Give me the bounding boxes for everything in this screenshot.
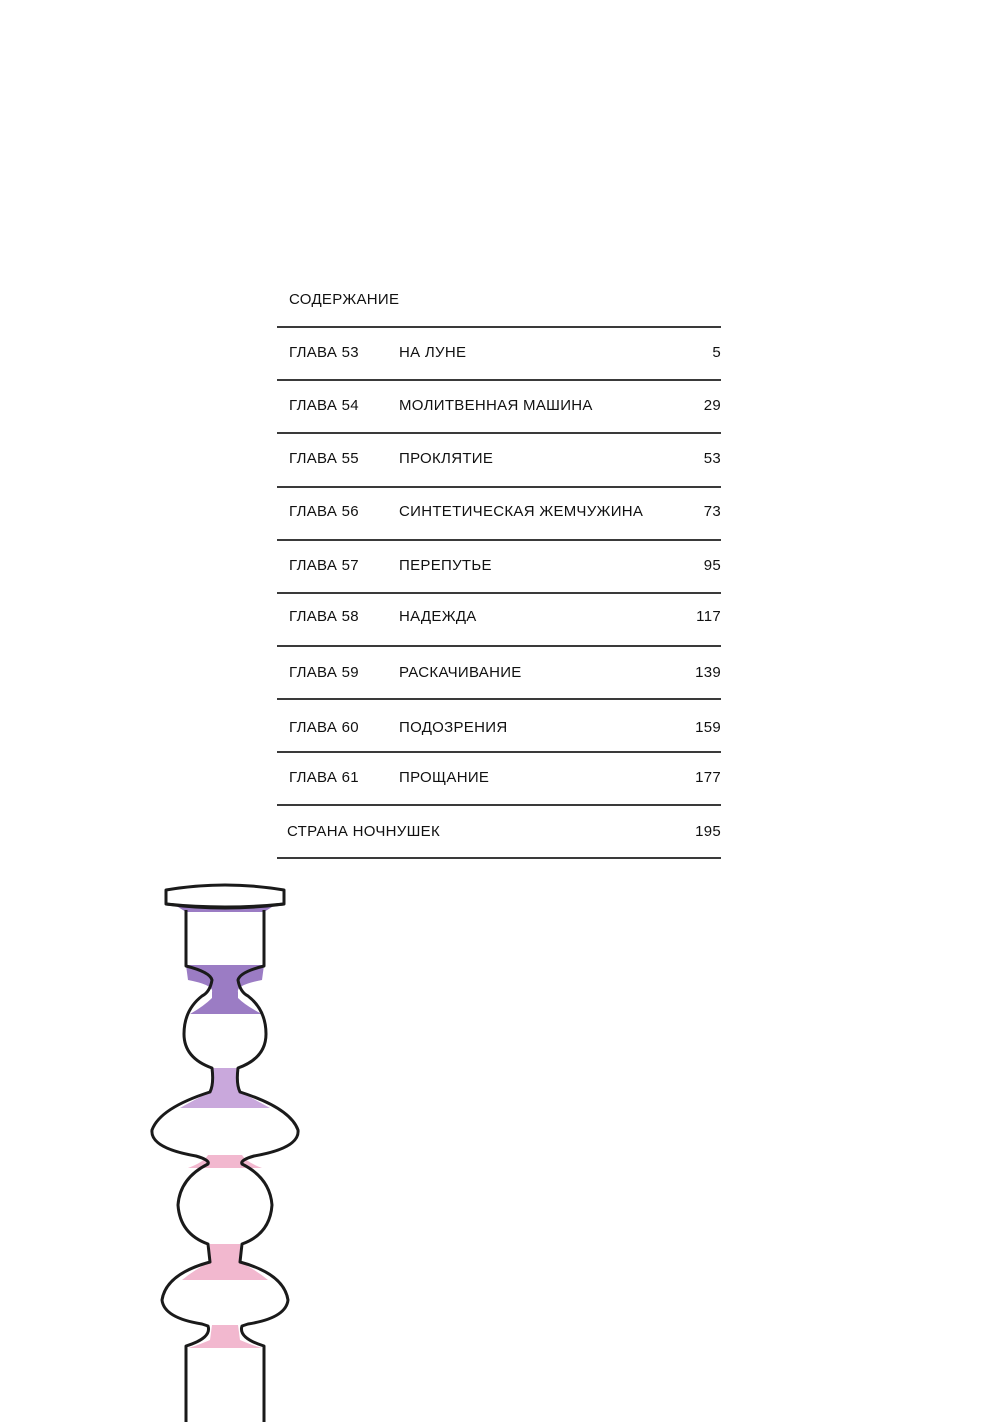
toc-divider — [277, 592, 721, 594]
toc-divider — [277, 539, 721, 541]
toc-row[interactable] — [277, 342, 721, 364]
toc-divider — [277, 379, 721, 381]
chapter-title: МОЛИТВЕННАЯ МАШИНА — [399, 397, 593, 414]
chapter-number: ГЛАВА 54 — [289, 397, 359, 414]
toc-row[interactable] — [277, 821, 721, 843]
chapter-title: НАДЕЖДА — [399, 608, 477, 625]
toc-row[interactable] — [277, 448, 721, 470]
chapter-title: РАСКАЧИВАНИЕ — [399, 664, 522, 681]
chapter-number: ГЛАВА 60 — [289, 719, 359, 736]
toc-divider — [277, 486, 721, 488]
toc-divider — [277, 432, 721, 434]
chapter-number: ГЛАВА 56 — [289, 503, 359, 520]
page-number: 5 — [712, 344, 721, 361]
page-number: 95 — [703, 557, 721, 574]
page-number: 159 — [695, 719, 721, 736]
chapter-number: ГЛАВА 59 — [289, 664, 359, 681]
toc-row[interactable] — [277, 501, 721, 523]
chapter-number: ГЛАВА 55 — [289, 450, 359, 467]
toc-divider — [277, 751, 721, 753]
chapter-title: ПЕРЕПУТЬЕ — [399, 557, 492, 574]
toc-row[interactable] — [277, 395, 721, 417]
toc-divider — [277, 804, 721, 806]
chapter-title: СИНТЕТИЧЕСКАЯ ЖЕМЧУЖИНА — [399, 503, 644, 520]
page-number: 139 — [695, 664, 721, 681]
chapter-title: ПРОЩАНИЕ — [399, 769, 490, 786]
section-title: СТРАНА НОЧНУШЕК — [287, 823, 441, 840]
candlestick-ornament-icon — [140, 875, 310, 1422]
toc-row[interactable] — [277, 662, 721, 684]
toc-divider — [277, 326, 721, 328]
toc-title: СОДЕРЖАНИЕ — [289, 291, 400, 308]
chapter-number: ГЛАВА 53 — [289, 344, 359, 361]
toc-divider — [277, 857, 721, 859]
chapter-title: НА ЛУНЕ — [399, 344, 467, 361]
toc-row[interactable] — [277, 555, 721, 577]
page-number: 29 — [703, 397, 721, 414]
toc-divider — [277, 698, 721, 700]
toc-row[interactable] — [277, 606, 721, 628]
chapter-number: ГЛАВА 61 — [289, 769, 359, 786]
chapter-number: ГЛАВА 58 — [289, 608, 359, 625]
page-number: 195 — [695, 823, 721, 840]
toc-row[interactable] — [277, 767, 721, 789]
page-number: 117 — [696, 608, 721, 625]
page-number: 53 — [703, 450, 721, 467]
toc-divider — [277, 645, 721, 647]
chapter-title: ПОДОЗРЕНИЯ — [399, 719, 508, 736]
toc-row[interactable] — [277, 717, 721, 739]
page-number: 177 — [695, 769, 721, 786]
chapter-number: ГЛАВА 57 — [289, 557, 359, 574]
chapter-title: ПРОКЛЯТИЕ — [399, 450, 494, 467]
page-number: 73 — [703, 503, 721, 520]
